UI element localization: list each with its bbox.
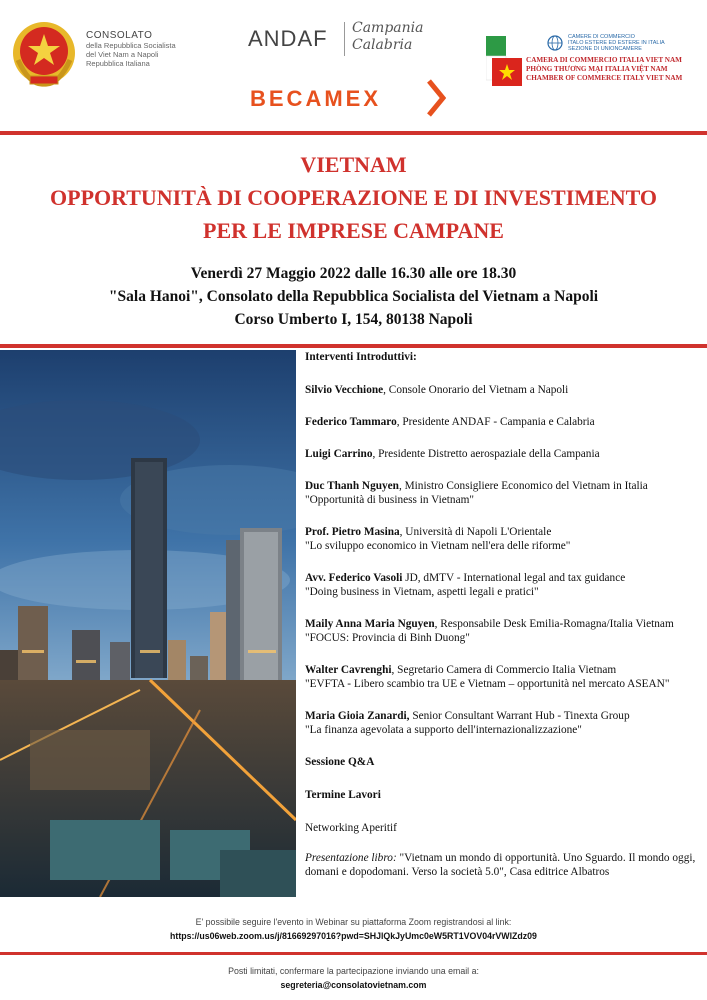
chamber-line-1: CAMERA DI COMMERCIO ITALIA VIET NAM [526,56,682,64]
speaker-name: Silvio Vecchione [305,384,384,396]
event-details [0,262,707,331]
speaker-item [305,479,705,507]
speaker-item [305,415,705,429]
speaker-talk: "EVFTA - Libero scambio tra UE e Vietnam – opportunità nel mercato ASEAN" [305,678,670,690]
speaker-role: , Presidente ANDAF - Campania e Calabria [396,416,595,428]
consolato-title: CONSOLATO [86,30,153,41]
speaker-talk: "FOCUS: Provincia di Binh Duong" [305,632,470,644]
speaker-item [305,709,705,737]
title-line-2: OPPORTUNITÀ DI COOPERAZIONE E DI INVESTIMENTO [50,185,657,210]
divider-bottom [0,952,707,955]
consolato-line: Repubblica Italiana [86,59,150,68]
andaf-divider [344,22,345,56]
event-title [0,148,707,247]
globe-icon [546,34,564,52]
speaker-name: Walter Cavrenghi [305,664,392,676]
webinar-link[interactable]: https://us06web.zoom.us/j/81669297016?pwd=SHJlQkJyUmc0eW5RT1VOV04rVWlZdz09 [170,931,537,941]
program-heading: Interventi Introduttivi: [305,351,417,363]
chamber-names [526,56,682,83]
book-presentation [305,851,705,879]
end-of-works: Termine Lavori [305,789,381,801]
divider-middle [0,344,707,348]
consolato-line: del Viet Nam a Napoli [86,50,159,59]
speaker-name: Luigi Carrino [305,448,373,460]
andaf-region [352,20,423,54]
speaker-item [305,617,705,645]
footer-info [0,964,707,992]
chamber-line-3: CHAMBER OF COMMERCE ITALY VIET NAM [526,74,683,82]
becamex-chevron-icon [426,78,446,118]
speaker-item [305,383,705,397]
speaker-role: Senior Consultant Warrant Hub - Tinexta Group [409,710,630,722]
event-venue: "Sala Hanoi", Consolato della Repubblica Socialista del Vietnam a Napoli [108,288,599,305]
divider-top [0,131,707,135]
speaker-item [305,525,705,553]
speaker-talk: "Opportunità di business in Vietnam" [305,494,474,506]
consolato-label [86,30,176,68]
chamber-small-2: ITALO ESTERE ED ESTERE IN ITALIA [568,40,665,46]
speaker-name: Maria Gioia Zanardi, [305,710,410,722]
speaker-talk: "La finanza agevolata a supporto dell'internazionalizzazione" [305,724,582,736]
becamex-logo [250,78,450,118]
webinar-text: E' possibile seguire l'evento in Webinar su piattaforma Zoom registrandosi al link: [195,917,512,927]
event-address: Corso Umberto I, 154, 80138 Napoli [234,311,473,328]
speaker-talk: "Doing business in Vietnam, aspetti legali e pratici" [305,586,539,598]
speaker-role: , Università di Napoli L'Orientale [399,526,552,538]
city-skyline-photo [0,350,296,897]
speaker-name: Federico Tammaro [305,416,397,428]
speaker-name: Avv. Federico Vasoli [305,572,403,584]
chamber-small-3: SEZIONE DI UNIONCAMERE [568,46,642,52]
speaker-role: , Ministro Consigliere Economico del Vietnam in Italia [398,480,648,492]
speaker-name: Duc Thanh Nguyen [305,480,399,492]
chamber-small-text [568,34,665,52]
vietnam-emblem-logo [10,20,78,90]
title-line-1: VIETNAM [300,152,407,177]
speaker-item [305,571,705,599]
chamber-line-2: PHÒNG THƯƠNG MẠI ITALIA VIỆT NAM [526,65,668,73]
speaker-item [305,447,705,461]
andaf-logo [248,20,448,60]
chamber-of-commerce-logo [486,32,700,92]
flag-vietnam-icon [492,58,522,86]
speaker-role: JD, dMTV - International legal and tax guidance [402,572,626,584]
book-text: "Vietnam un mondo di opportunità. Uno Sguardo. Il mondo oggi, domani e dopodomani. Verso la società 5.0", Casa editrice Albatros [305,852,696,878]
andaf-region-1: Campania [352,20,424,36]
book-label: Presentazione libro: [305,852,397,864]
footer-text: Posti limitati, confermare la partecipazione inviando una email a: [228,966,479,976]
speaker-role: , Presidente Distretto aerospaziale della Campania [372,448,600,460]
event-date: Venerdì 27 Maggio 2022 dalle 16.30 alle ore 18.30 [190,265,517,282]
speaker-role: , Console Onorario del Vietnam a Napoli [383,384,569,396]
networking: Networking Aperitif [305,822,397,834]
consolato-line: della Repubblica Socialista [86,41,176,50]
webinar-info [0,915,707,943]
speaker-role: , Responsabile Desk Emilia-Romagna/Italia Vietnam [434,618,674,630]
footer-email-link[interactable]: segreteria@consolatovietnam.com [280,980,427,990]
andaf-name: ANDAF [248,26,328,51]
speaker-name: Maily Anna Maria Nguyen [305,618,435,630]
qa-session: Sessione Q&A [305,756,375,768]
becamex-name: BECAMEX [250,86,382,111]
program-list [305,350,705,879]
speaker-talk: "Lo sviluppo economico in Vietnam nell'era delle riforme" [305,540,571,552]
speaker-name: Prof. Pietro Masina [305,526,400,538]
title-line-3: PER LE IMPRESE CAMPANE [203,218,504,243]
chamber-small-1: CAMERE DI COMMERCIO [568,34,635,40]
speaker-role: , Segretario Camera di Commercio Italia Vietnam [391,664,617,676]
speaker-item [305,663,705,691]
andaf-region-2: Calabria [352,37,413,53]
